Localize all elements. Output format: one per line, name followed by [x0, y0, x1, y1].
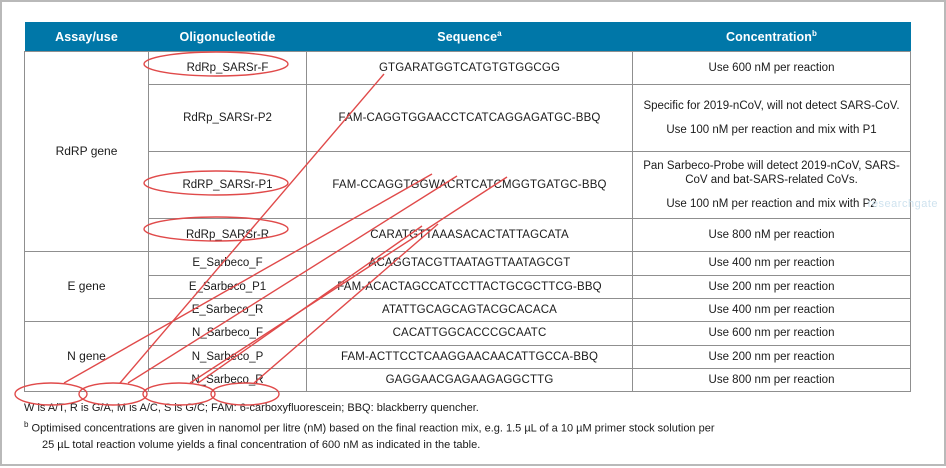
concentration-cell: Use 800 nM per reaction: [633, 219, 911, 252]
assay-cell-e-gene: E gene: [25, 252, 149, 322]
oligo-cell: RdRP_SARSr-P1: [149, 152, 307, 219]
table-row: [25, 152, 911, 219]
concentration-cell: [633, 152, 911, 219]
concentration-cell: Use 400 nm per reaction: [633, 252, 911, 275]
assay-cell-n-gene: N gene: [25, 322, 149, 392]
oligo-cell: N_Sarbeco_F: [149, 322, 307, 345]
footnote-b-marker: b: [24, 420, 29, 430]
column-header-sequence-label: Sequence: [437, 30, 498, 45]
table-row: [25, 52, 911, 85]
oligo-cell: RdRp_SARSr-F: [149, 52, 307, 85]
table-row: [25, 85, 911, 152]
degenerate-base-codes: W is A/T, R is G/A, M is A/C, S is G/C;: [24, 402, 208, 415]
concentration-cell: Use 200 nm per reaction: [633, 275, 911, 298]
sequence-footnote-marker: a: [497, 29, 502, 38]
table-row: [25, 369, 911, 392]
sequence-cell: GTGARATGGTCATGTGTGGCGG: [307, 52, 633, 85]
table-row: [25, 345, 911, 368]
concentration-cell: Use 400 nm per reaction: [633, 298, 911, 321]
assay-cell-rdrp: RdRP gene: [25, 52, 149, 252]
oligonucleotide-table: [24, 22, 911, 392]
oligo-cell: N_Sarbeco_R: [149, 369, 307, 392]
column-header-concentration: [633, 22, 911, 52]
spacer: [639, 188, 904, 197]
spacer: [639, 114, 904, 123]
concentration-note: Pan Sarbeco-Probe will detect 2019-nCoV, SARS-CoV and bat-SARS-related CoVs.: [643, 160, 900, 187]
concentration-cell: Use 800 nm per reaction: [633, 369, 911, 392]
sequence-cell: GAGGAACGAGAAGAGGCTTG: [307, 369, 633, 392]
table-row: [25, 252, 911, 275]
table-header-row: [25, 22, 911, 52]
column-header-oligonucleotide: [149, 22, 307, 52]
footnote-b-text: Optimised concentrations are given in nanomol per litre (nM) based on the final reaction mix, e.g. 1.5 µL of a 10 µM primer stock solution per: [31, 423, 715, 435]
footnote-b-text-cont: 25 µL total reaction volume yields a final concentration of 600 nM as indicated in the table.: [42, 438, 481, 451]
footnote-a: [24, 401, 922, 417]
table-row: [25, 322, 911, 345]
sequence-cell: FAM-ACTTCCTCAAGGAACAACATTGCCA-BBQ: [307, 345, 633, 368]
sequence-cell: ATATTGCAGCAGTACGCACACA: [307, 298, 633, 321]
column-header-assay-label: Assay/use: [55, 29, 118, 44]
footnote-a-rest: FAM: 6-carboxyfluorescein; BBQ: blackberry quencher.: [211, 402, 479, 415]
oligo-cell: RdRp_SARSr-P2: [149, 85, 307, 152]
column-header-oligonucleotide-label: Oligonucleotide: [179, 29, 276, 44]
column-header-concentration-label: Concentration: [725, 30, 813, 45]
table-row: [25, 219, 911, 252]
sequence-cell: FAM-CCAGGTGGWACRTCATCMGGTGATGC-BBQ: [307, 152, 633, 219]
footnote-b: [24, 419, 922, 454]
concentration-cell: Use 600 nm per reaction: [633, 322, 911, 345]
table-row: [25, 298, 911, 321]
concentration-footnote-marker: b: [812, 29, 818, 38]
column-header-assay: [25, 22, 149, 52]
table-row: [25, 275, 911, 298]
oligo-cell: E_Sarbeco_F: [149, 252, 307, 275]
sequence-cell: FAM-ACACTAGCCATCCTTACTGCGCTTCG-BBQ: [307, 275, 633, 298]
sequence-cell: CARATGTTAAASACACTATTAGCATA: [307, 219, 633, 252]
sequence-cell: ACAGGTACGTTAATAGTTAATAGCGT: [307, 252, 633, 275]
concentration-note: Specific for 2019-nCoV, will not detect SARS-CoV.: [643, 100, 900, 113]
sequence-cell: CACATTGGCACCCGCAATC: [307, 322, 633, 345]
watermark: researchgate: [867, 198, 938, 210]
concentration-usage: Use 100 nM per reaction and mix with P2: [666, 197, 877, 210]
oligo-cell: RdRp_SARSr-R: [149, 219, 307, 252]
concentration-usage: Use 100 nM per reaction and mix with P1: [666, 123, 877, 136]
oligo-cell: E_Sarbeco_P1: [149, 275, 307, 298]
concentration-cell: Use 600 nM per reaction: [633, 52, 911, 85]
oligo-cell: N_Sarbeco_P: [149, 345, 307, 368]
column-header-sequence: [307, 22, 633, 52]
table-container: [24, 22, 922, 450]
oligo-cell: E_Sarbeco_R: [149, 298, 307, 321]
sequence-cell: FAM-CAGGTGGAACCTCATCAGGAGATGC-BBQ: [307, 85, 633, 152]
concentration-cell: Use 200 nm per reaction: [633, 345, 911, 368]
footnotes: [24, 401, 922, 453]
concentration-cell: [633, 85, 911, 152]
